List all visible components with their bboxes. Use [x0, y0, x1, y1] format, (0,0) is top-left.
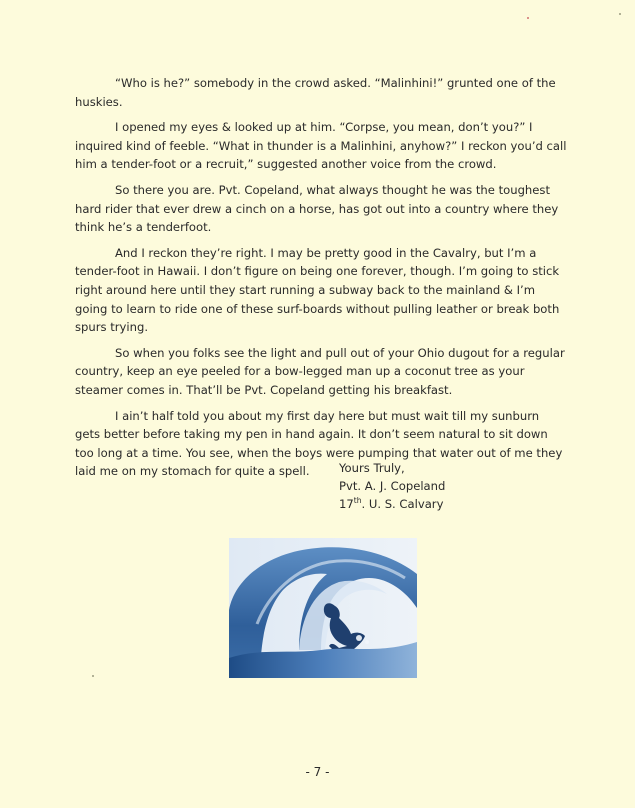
paragraph-3: So there you are. Pvt. Copeland, what always thought he was the toughest hard rider that ever drew a cinch on a horse, has got out into a country where they think he’s a tenderfoot.	[75, 182, 559, 235]
page-number: - 7 -	[305, 765, 330, 779]
paragraph-5: So when you folks see the light and pull out of your Ohio dugout for a regular country, keep an eye peeled for a bow-legged man up a coconut tree as your steamer comes in. That’ll be Pvt. Copeland getting his breakfast.	[75, 345, 565, 397]
signature-block	[339, 459, 445, 514]
signer-unit	[339, 495, 445, 513]
paragraph-2: I opened my eyes & looked up at him. “Corpse, you mean, don’t you?” I inquired kind of feeble. “What in thunder is a Malinhini, anyhow?” I reckon you’d call him a tender-foot or a recruit,” suggested another voice from the crowd.	[75, 120, 567, 172]
surfer-in-wave-illustration	[229, 538, 417, 678]
paragraph-4: And I reckon they’re right. I may be pretty good in the Cavalry, but I’m a tender-foot in Hawaii. I don’t figure on being one forever, though. I’m going to stick right around here until they start running a subway back to the mainland & I’m going to learn to ride one of these surf-boards without pulling leather or break both spurs trying.	[75, 245, 560, 335]
closing: Yours Truly,	[339, 461, 405, 475]
spray-dot	[365, 640, 369, 644]
paper-speck	[619, 13, 621, 15]
paper-speck	[92, 675, 94, 677]
letter-body	[75, 74, 567, 488]
unit-number: 17	[339, 497, 354, 512]
paper-speck	[527, 17, 529, 19]
paragraph-1: “Who is he?” somebody in the crowd asked. “Malinhini!” grunted one of the huskies.	[75, 76, 556, 109]
signer-name: Pvt. A. J. Copeland	[339, 479, 446, 494]
unit-suffix: th	[353, 496, 362, 506]
spray-dot	[356, 635, 362, 641]
paragraph-6: I ain’t half told you about my first day here but must wait till my sunburn gets better before taking my pen in hand again. It don’t seem natural to sit down too long at a time. You see, when the boys were pumping that water out of me they laid me on my stomach for quite a spell.	[75, 408, 563, 479]
unit-rest: . U. S. Calvary	[361, 497, 444, 512]
